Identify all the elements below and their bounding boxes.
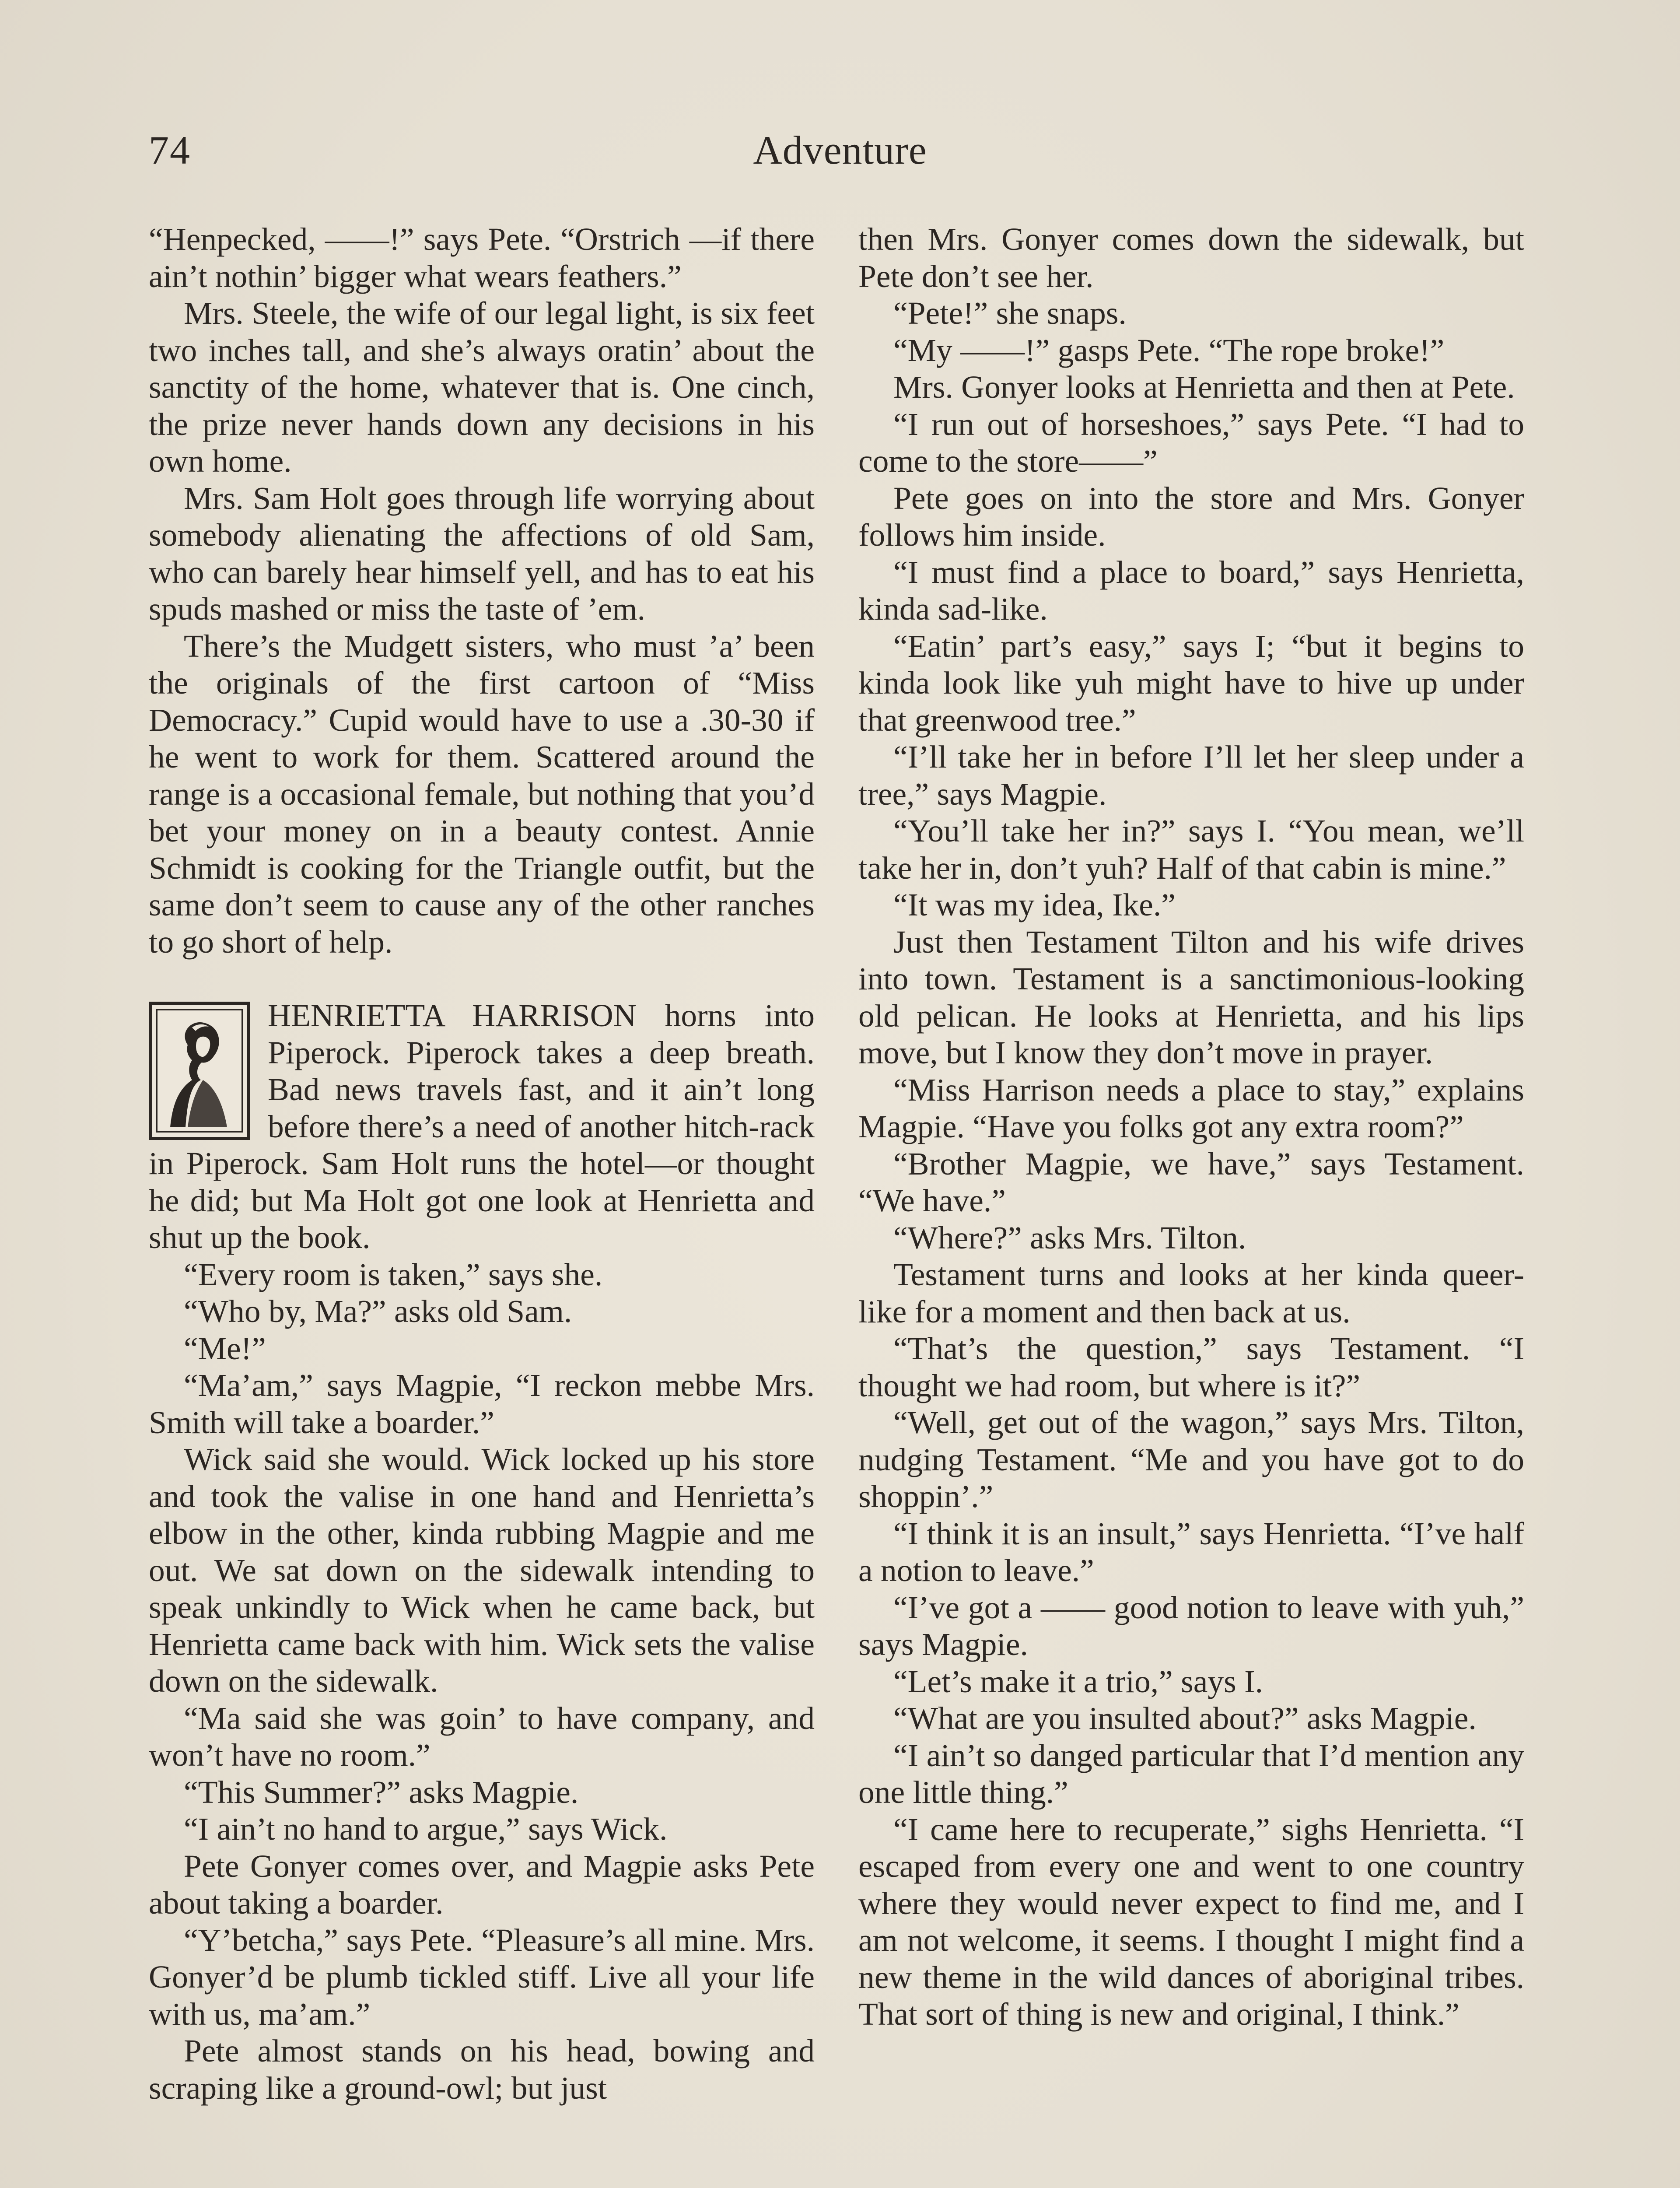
running-title: Adventure [753,128,927,172]
paragraph: “Every room is taken,” says she. [184,1256,603,1292]
paragraph: “What are you insulted about?” asks Magpie. [893,1701,1477,1736]
paragraph: There’s the Mudgett sisters, who must ’a’ been the originals of the first cartoon of “Miss Democracy.” Cupid would have to use a .30-30 if he went to work for them. Scattered around the range is a occasional female, but nothing that you’d bet your money on in a beauty contest. Annie Schmidt is cooking for the Triangle outfit, but the same don’t seem to cause any of the other ranches to go short of help. [149,628,815,960]
section-break [149,961,815,997]
paragraph: Testament turns and looks at her kinda queer-like for a moment and then back at us. [858,1257,1524,1329]
paragraph: “I ain’t no hand to argue,” says Wick. [184,1811,668,1847]
paragraph: Just then Testament Tilton and his wife drives into town. Testament is a sanctimonious-looking old pelican. He looks at Henrietta, and his lips move, but I know they don’t move in prayer. [858,924,1524,1070]
paragraph: “This Summer?” asks Magpie. [184,1774,579,1810]
text-column-right [858,221,1524,2033]
paragraph: then Mrs. Gonyer comes down the sidewalk, but Pete don’t see her. [858,221,1524,294]
paragraph: “I’ve got a —— good notion to leave with yuh,” says Magpie. [858,1589,1524,1662]
paragraph: Mrs. Gonyer looks at Henrietta and then at Pete. [893,369,1515,405]
paragraph: “I’ll take her in before I’ll let her sleep under a tree,” says Magpie. [858,739,1524,812]
paragraph: “You’ll take her in?” says I. “You mean, we’ll take her in, don’t yuh? Half of that cabin is mine.” [858,813,1524,886]
paragraph: Mrs. Steele, the wife of our legal light, is six feet two inches tall, and she’s always oratin’ about the sanctity of the home, whatever that is. One cinch, the prize never hands down any decisions in his own home. [149,295,815,479]
woman-portrait-icon [161,1014,238,1127]
paragraph: “I came here to recuperate,” sighs Henrietta. “I escaped from every one and went to one country where they would never expect to find me, and I am not welcome, it seems. I thought I might find a new theme in the wild dances of aboriginal tribes. That sort of thing is new and original, I think.” [858,1811,1524,2032]
text-column-left [149,221,815,2107]
paragraph: “Well, get out of the wagon,” says Mrs. Tilton, nudging Testament. “Me and you have got to do shoppin’.” [858,1405,1524,1514]
paragraph: “Ma’am,” says Magpie, “I reckon mebbe Mrs. Smith will take a boarder.” [149,1368,815,1440]
paragraph: “Ma said she was goin’ to have company, and won’t have no room.” [149,1700,815,1773]
paragraph: Pete Gonyer comes over, and Magpie asks Pete about taking a boarder. [149,1848,815,1921]
paragraph: “I must find a place to board,” says Henrietta, kinda sad-like. [858,554,1524,627]
paragraph: “It was my idea, Ike.” [893,887,1176,922]
paragraph: “My ——!” gasps Pete. “The rope broke!” [893,332,1445,368]
paragraph: “I run out of horseshoes,” says Pete. “I had to come to the store——” [858,406,1524,479]
paragraph: “Y’betcha,” says Pete. “Pleasure’s all mine. Mrs. Gonyer’d be plumb tickled stiff. Live all your life with us, ma’am.” [149,1922,815,2032]
paragraph: “Pete!” she snaps. [893,295,1127,331]
section-ornament-portrait [149,1002,250,1140]
paragraph: Wick said she would. Wick locked up his store and took the valise in one hand and Henrietta’s elbow in the other, kinda rubbing Magpie and me out. We sat down on the sidewalk intending to speak unkindly to Wick when he came back, but Henrietta came back with him. Wick sets the valise down on the sidewalk. [149,1441,815,1699]
paragraph: “Who by, Ma?” asks old Sam. [184,1294,572,1329]
paragraph: “Henpecked, ——!” says Pete. “Orstrich —if there ain’t nothin’ bigger what wears feathers.” [149,221,815,294]
paragraph: HENRIETTA HARRISON horns into Piperock. Piperock takes a deep breath. Bad news travels fast, and it ain’t long before there’s a need of another hitch-rack in Piperock. Sam Holt runs the hotel—or thought he did; but Ma Holt got one look at Henrietta and shut up the book. [149,998,815,1255]
paragraph: “That’s the question,” says Testament. “I thought we had room, but where is it?” [858,1331,1524,1403]
paragraph: “Miss Harrison needs a place to stay,” explains Magpie. “Have you folks got any extra room?” [858,1072,1524,1144]
paragraph: “I think it is an insult,” says Henrietta. “I’ve half a notion to leave.” [858,1515,1524,1588]
page-number: 74 [149,128,191,172]
paragraph: “Me!” [184,1330,266,1366]
paragraph: “Eatin’ part’s easy,” says I; “but it begins to kinda look like yuh might have to hive up under that greenwood tree.” [858,628,1524,738]
paragraph: “Brother Magpie, we have,” says Testament. “We have.” [858,1146,1524,1218]
paragraph: Pete goes on into the store and Mrs. Gonyer follows him inside. [858,480,1524,553]
paragraph: “I ain’t so danged particular that I’d mention any one little thing.” [858,1737,1524,1810]
paragraph: “Let’s make it a trio,” says I. [893,1663,1263,1699]
paragraph: Pete almost stands on his head, bowing and scraping like a ground-owl; but just [149,2033,815,2106]
paragraph: “Where?” asks Mrs. Tilton. [893,1220,1246,1255]
paragraph: Mrs. Sam Holt goes through life worrying about somebody alienating the affections of old Sam, who can barely hear himself yell, and has to eat his spuds mashed or miss the taste of ’em. [149,480,815,627]
